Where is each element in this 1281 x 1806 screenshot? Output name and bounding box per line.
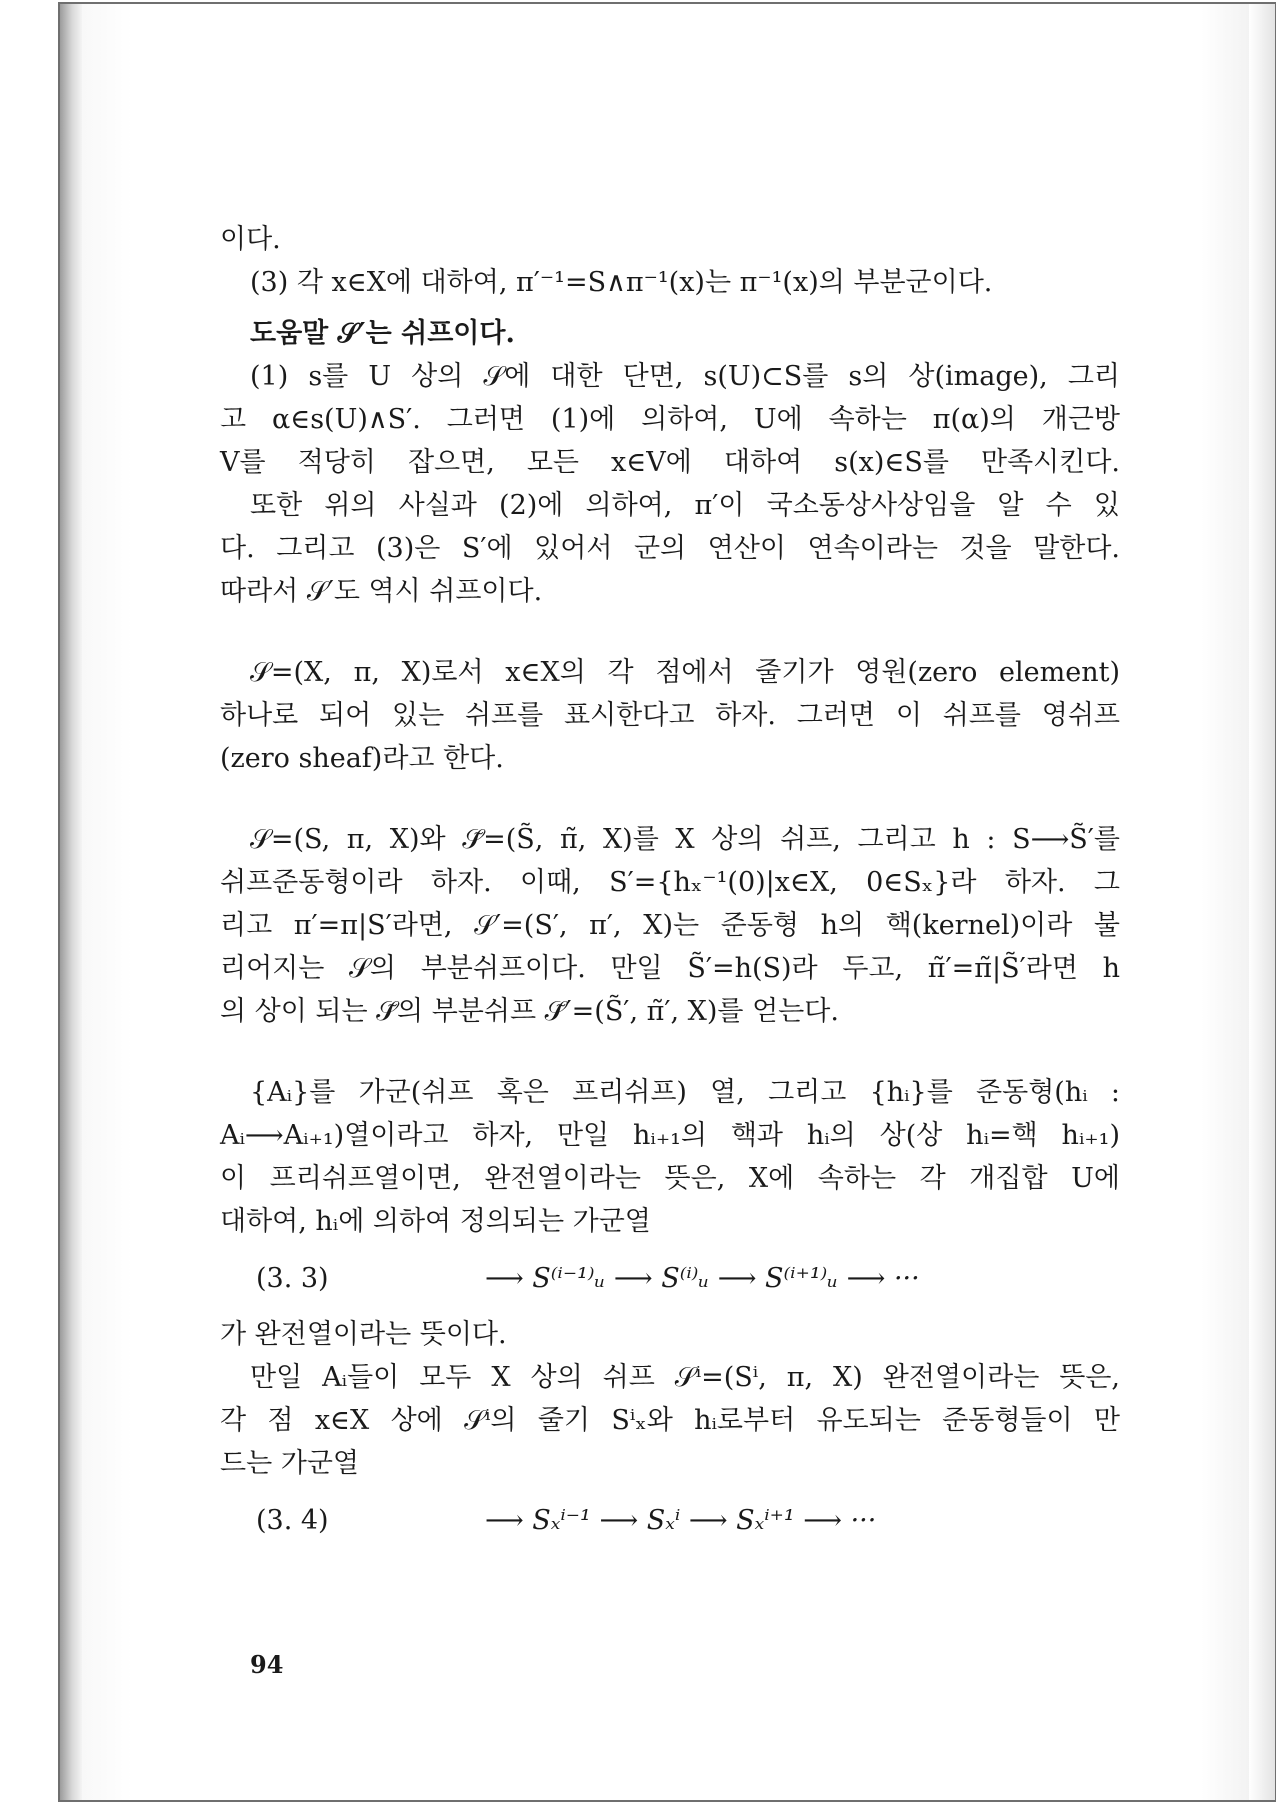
- text-line: {Aᵢ}를 가군(쉬프 혹은 프리쉬프) 열, 그리고 {hᵢ}를 준동형(hᵢ :: [250, 1077, 1120, 1108]
- text-line: (3) 각 x∈X에 대하여, π′⁻¹=S∧π⁻¹(x)는 π⁻¹(x)의 부분군이다.: [250, 267, 993, 298]
- text-line: 가 완전열이라는 뜻이다.: [220, 1319, 507, 1350]
- text-line: 이 프리쉬프열이면, 완전열이라는 뜻은, X에 속하는 각 개집합 U에: [220, 1163, 1120, 1194]
- text-line: 리어지는 𝒮의 부분쉬프이다. 만일 S̃′=h(S)라 두고, π̃′=π̃|S̃′라면 h: [220, 953, 1120, 984]
- paragraph-gap: [220, 304, 1120, 312]
- text-line: (1) s를 U 상의 𝒮에 대한 단면, s(U)⊂S를 s의 상(image), 그리: [250, 361, 1120, 392]
- paragraph-gap: [220, 780, 1120, 818]
- page-body-text: [220, 218, 1120, 1555]
- equation-number: (3. 3): [256, 1263, 329, 1294]
- text-line: 또한 위의 사실과 (2)에 의하여, π′이 국소동상사상임을 알 수 있: [250, 490, 1120, 521]
- text-line: 각 점 x∈X 상에 𝒮ⁱ의 줄기 Sⁱₓ와 hᵢ로부터 유도되는 준동형들이 만: [220, 1405, 1120, 1436]
- text-line: 𝒮=(X, π, X)로서 x∈X의 각 점에서 줄기가 영원(zero element): [250, 657, 1120, 688]
- text-line: 따라서 𝒮′도 역시 쉬프이다.: [220, 576, 543, 607]
- text-line: Aᵢ⟶Aᵢ₊₁)열이라고 하자, 만일 hᵢ₊₁의 핵과 hᵢ의 상(상 hᵢ=핵 hᵢ₊₁): [220, 1120, 1120, 1151]
- equation-number: (3. 4): [256, 1505, 329, 1536]
- paragraph-gap: [220, 1033, 1120, 1071]
- text-line: 하나로 되어 있는 쉬프를 표시한다고 하자. 그러면 이 쉬프를 영쉬프: [220, 700, 1120, 731]
- text-line: 대하여, hᵢ에 의하여 정의되는 가군열: [220, 1206, 651, 1237]
- text-line: 고 α∈s(U)∧S′. 그러면 (1)에 의하여, U에 속하는 π(α)의 개근방: [220, 404, 1120, 435]
- equation: [220, 1493, 1120, 1547]
- text-line: 의 상이 되는 𝒮̃의 부분쉬프 𝒮̃′=(S̃′, π̃′, X)를 얻는다.: [220, 996, 839, 1027]
- paragraph-gap: [220, 613, 1120, 651]
- text-line: V를 적당히 잡으면, 모든 x∈V에 대하여 s(x)∈S를 만족시킨다.: [220, 447, 1120, 478]
- text-line: 만일 Aᵢ들이 모두 X 상의 쉬프 𝒮ⁱ=(Sⁱ, π, X) 완전열이라는 뜻은,: [250, 1362, 1120, 1393]
- page-number: 94: [250, 1650, 284, 1679]
- text-line: 다. 그리고 (3)은 S′에 있어서 군의 연산이 연속이라는 것을 말한다.: [220, 533, 1120, 564]
- text-line: 드는 가군열: [220, 1448, 359, 1479]
- book-spine-shadow: [60, 4, 82, 1800]
- text-line: 쉬프준동형이라 하자. 이때, S′={hₓ⁻¹(0)|x∈X, 0∈Sₓ}라 하자. 그: [220, 867, 1120, 898]
- page-edge: [1249, 4, 1275, 1800]
- equation: [220, 1251, 1120, 1305]
- text-line: 리고 π′=π|S′라면, 𝒮′=(S′, π′, X)는 준동형 h의 핵(kernel)이라 불: [220, 910, 1120, 941]
- text-line: 𝒮=(S, π, X)와 𝒮̃=(S̃, π̃, X)를 X 상의 쉬프, 그리고 h : S⟶S̃′를: [250, 824, 1120, 855]
- equation-body: ⟶ S⁽ⁱ⁻¹⁾ᵤ ⟶ S⁽ⁱ⁾ᵤ ⟶ S⁽ⁱ⁺¹⁾ᵤ ⟶ ···: [485, 1263, 920, 1294]
- equation-body: ⟶ Sₓⁱ⁻¹ ⟶ Sₓⁱ ⟶ Sₓⁱ⁺¹ ⟶ ···: [485, 1505, 877, 1536]
- section-heading: 도움말 𝒮′는 쉬프이다.: [250, 318, 515, 349]
- text-line: (zero sheaf)라고 한다.: [220, 743, 504, 774]
- text-line: 이다.: [220, 224, 281, 255]
